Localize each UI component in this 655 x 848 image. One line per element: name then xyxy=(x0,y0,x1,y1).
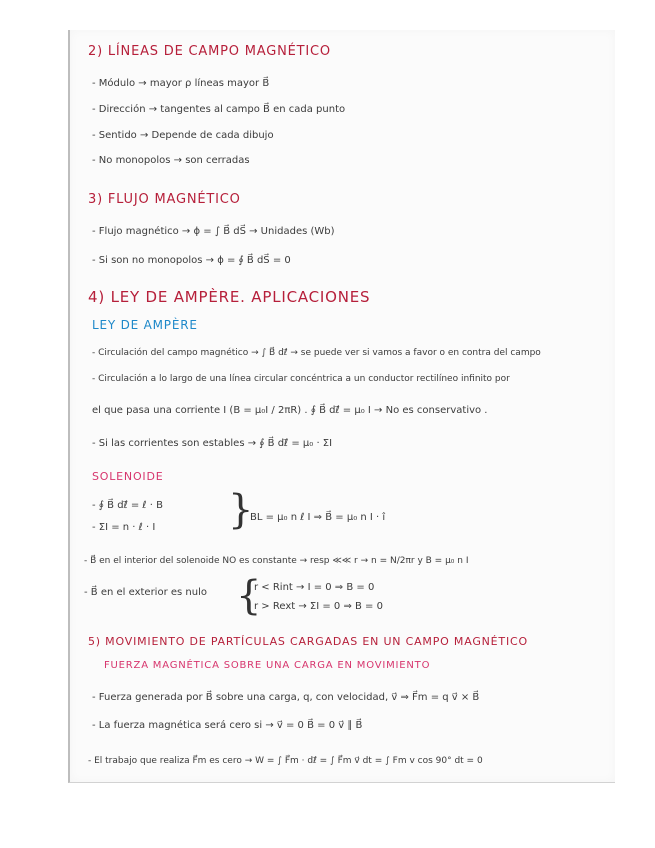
note-line: - Sentido → Depende de cada dibujo xyxy=(92,130,274,141)
note-line: el que pasa una corriente I (B = μ₀I / 2πR) . ∮ B⃗ dℓ⃗ = μ₀ I → No es conservativo . xyxy=(92,405,488,416)
curly-brace-icon: } xyxy=(228,487,254,533)
note-line: r > Rext → ΣI = 0 ⇒ B = 0 xyxy=(254,601,383,612)
note-line: - B⃗ en el exterior es nulo xyxy=(84,587,207,598)
note-line: - El trabajo que realiza F⃗m es cero → W = ∫ F⃗m · dℓ⃗ = ∫ F⃗m v⃗ dt = ∫ Fm v cos 90° dt = 0 xyxy=(88,756,483,766)
note-line: - ΣI = n · ℓ · I xyxy=(92,522,156,533)
note-line: - Dirección → tangentes al campo B⃗ en cada punto xyxy=(92,104,346,115)
note-line: BL = μ₀ n ℓ I ⇒ B⃗ = μ₀ n I · î xyxy=(250,512,386,523)
curly-brace-icon: { xyxy=(236,573,262,619)
note-line: - La fuerza magnética será cero si → v⃗ = 0 B⃗ = 0 v⃗ ∥ B⃗ xyxy=(92,720,363,731)
note-line: - Módulo → mayor ρ líneas mayor B⃗ xyxy=(92,78,270,89)
subheading-fuerza-magnetica: FUERZA MAGNÉTICA SOBRE UNA CARGA EN MOVIMIENTO xyxy=(104,660,431,671)
note-line: - ∮ B⃗ dℓ⃗ = ℓ · B xyxy=(92,500,163,511)
heading-lineas-de-campo: 2) LÍNEAS DE CAMPO MAGNÉTICO xyxy=(88,44,331,59)
heading-flujo-magnetico: 3) FLUJO MAGNÉTICO xyxy=(88,192,241,207)
note-line: - Circulación del campo magnético → ∫ B⃗ dℓ⃗ → se puede ver si vamos a favor o en contra del campo xyxy=(92,348,541,358)
note-line: - Circulación a lo largo de una línea circular concéntrica a un conductor rectilíneo infinito por xyxy=(92,374,510,384)
note-line: - Fuerza generada por B⃗ sobre una carga, q, con velocidad, v⃗ ⇒ F⃗m = q v⃗ × B⃗ xyxy=(92,692,480,703)
note-line: - Si son no monopolos → ϕ = ∮ B⃗ dS⃗ = 0 xyxy=(92,255,291,266)
note-line: - No monopolos → son cerradas xyxy=(92,155,250,166)
note-line: r < Rint → I = 0 ⇒ B = 0 xyxy=(254,582,375,593)
note-line: - Si las corrientes son estables → ∮ B⃗ dℓ⃗ = μ₀ · ΣI xyxy=(92,438,333,449)
heading-ley-de-ampere-aplicaciones: 4) LEY DE AMPÈRE. APLICACIONES xyxy=(88,288,371,306)
note-line: - B⃗ en el interior del solenoide NO es constante → resp ≪≪ r → n = N/2πr y B = μ₀ n I xyxy=(84,556,469,566)
note-line: - Flujo magnético → ϕ = ∫ B⃗ dS⃗ → Unidades (Wb) xyxy=(92,226,335,237)
heading-movimiento-particulas: 5) MOVIMIENTO DE PARTÍCULAS CARGADAS EN UN CAMPO MAGNÉTICO xyxy=(88,635,528,648)
subheading-ley-de-ampere: LEY DE AMPÈRE xyxy=(92,318,198,332)
subheading-solenoide: SOLENOIDE xyxy=(92,470,164,483)
